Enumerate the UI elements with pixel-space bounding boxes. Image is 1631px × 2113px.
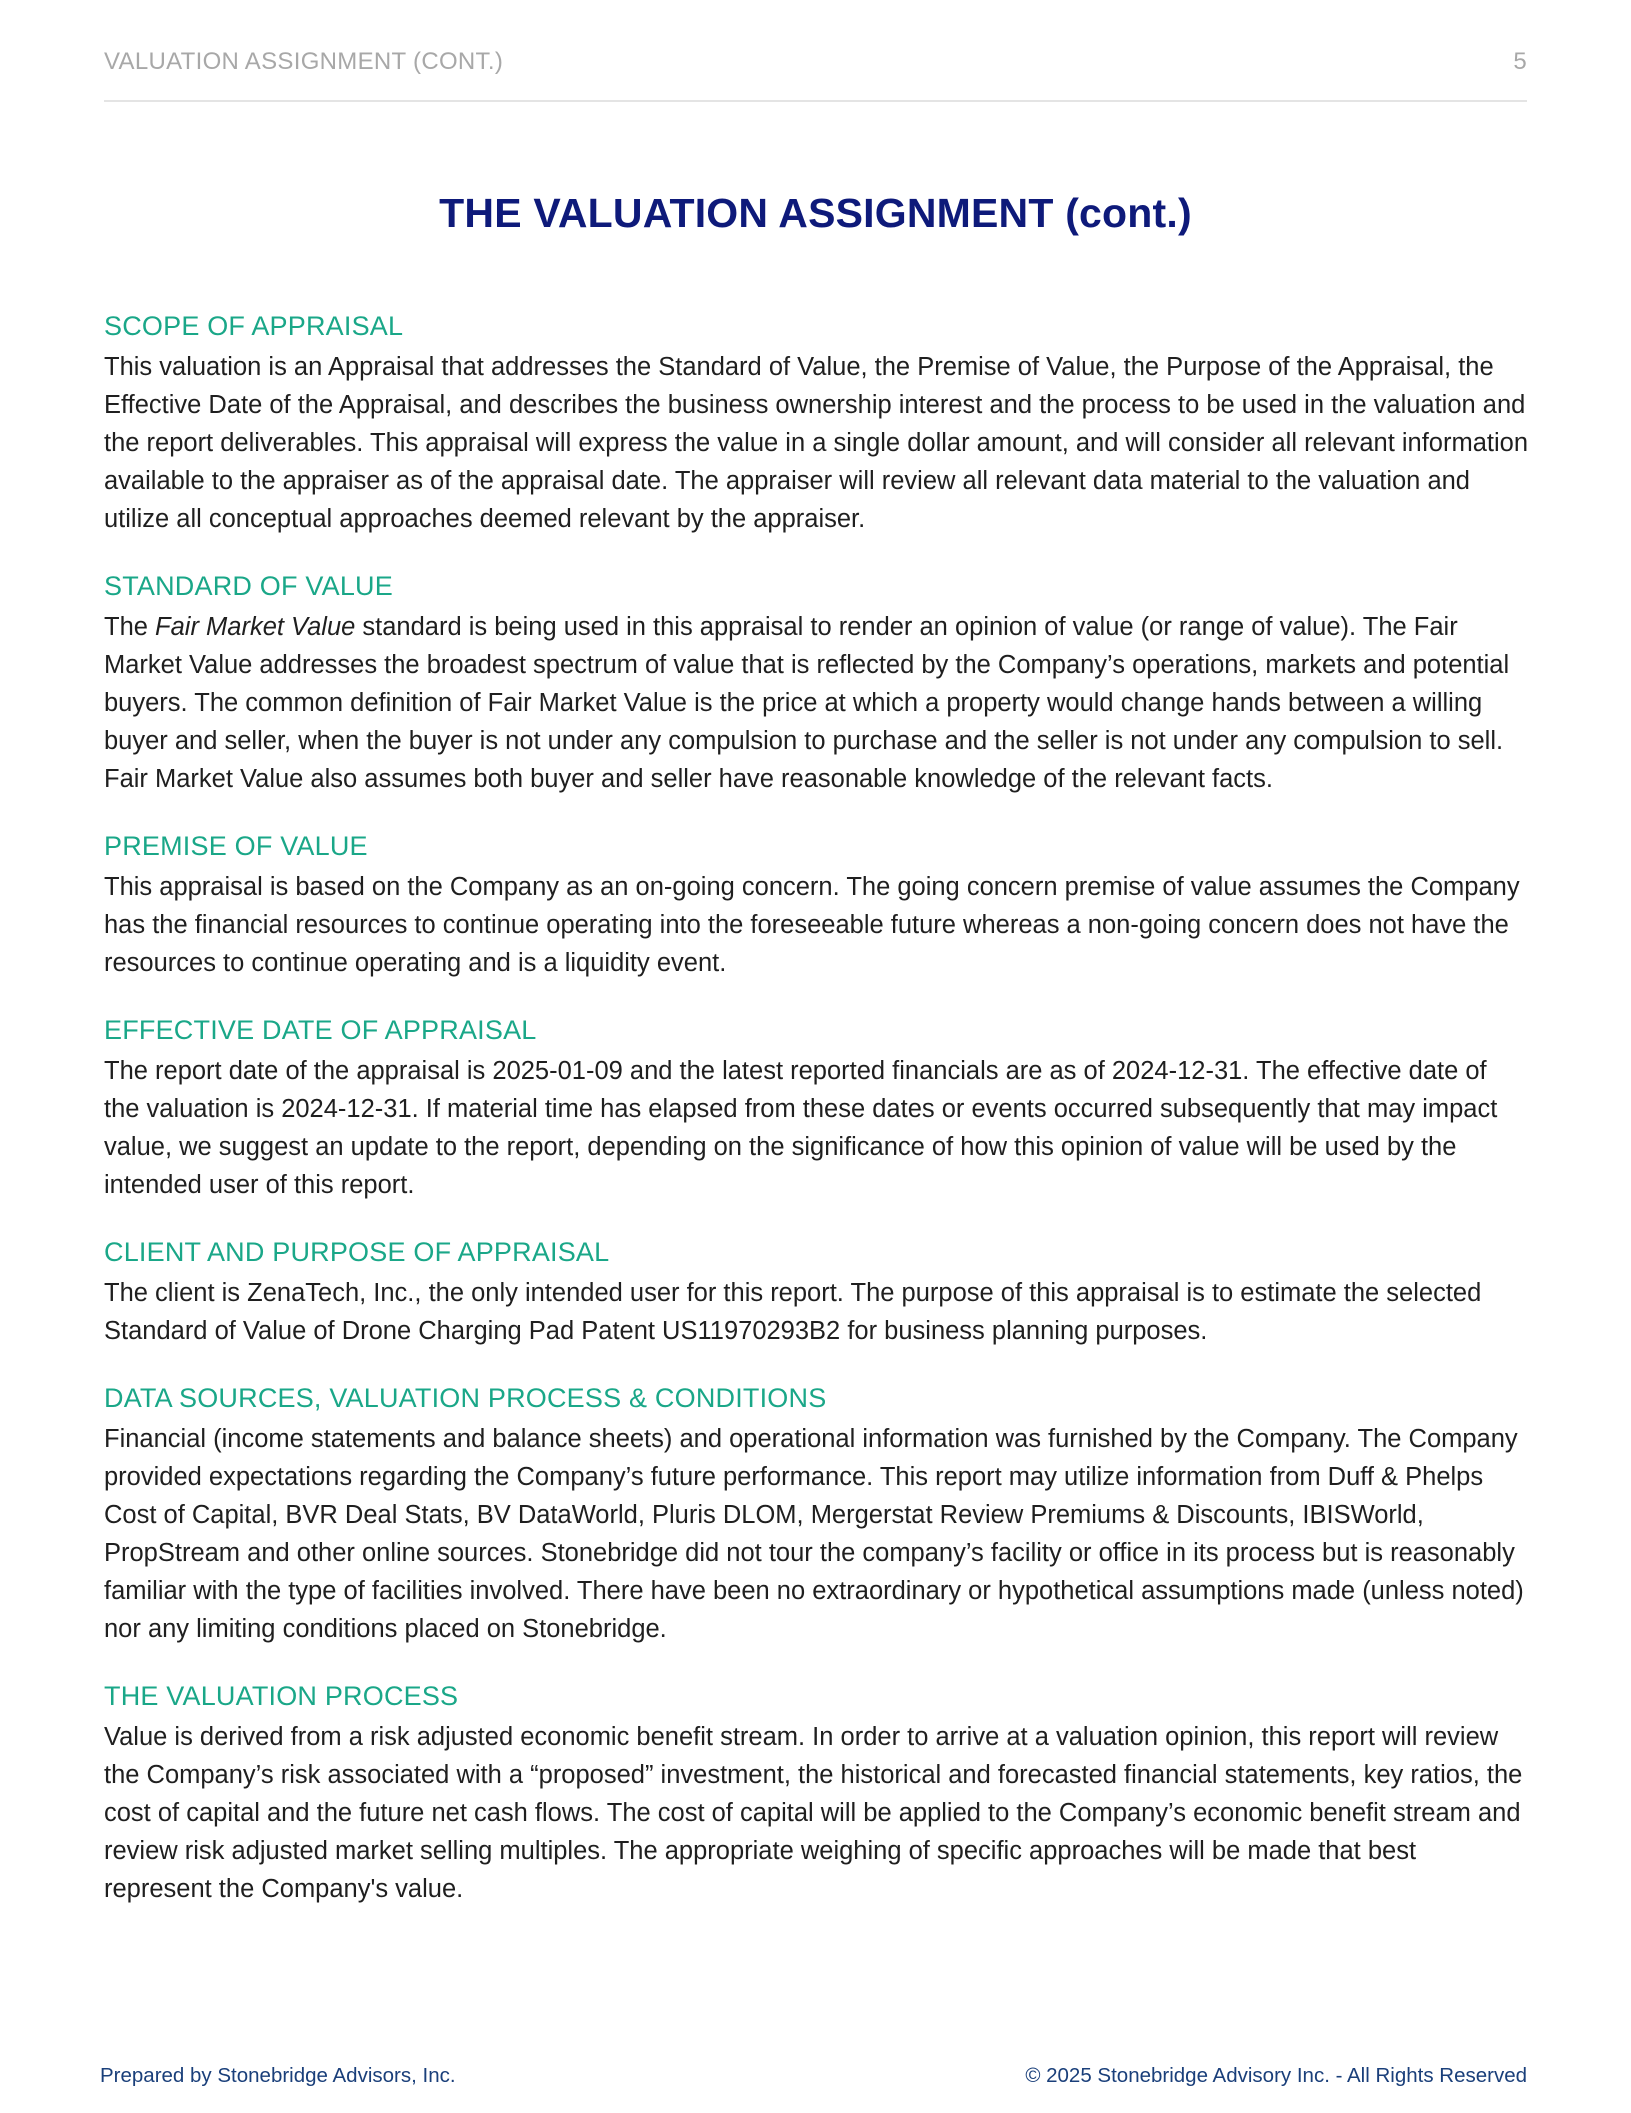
section-body: The report date of the appraisal is 2025-01-09 and the latest reported financials are as of 2024-12-31. The effective date of the valuation is 2024-12-31. If material time has elapsed from these dates or events occurred subsequently that may impact value, we suggest an update to the report, depending on the significance of how this opinion of value will be used by the intended user of this report. bbox=[104, 1057, 1498, 1199]
section-heading: THE VALUATION PROCESS bbox=[104, 1681, 459, 1711]
section-standard-of-value bbox=[104, 568, 1528, 798]
section-body: This valuation is an Appraisal that addresses the Standard of Value, the Premise of Value, the Purpose of the Appraisal, the Effective Date of the Appraisal, and describes the business ownership interest and the process to be used in the valuation and the report deliverables. This appraisal will express the value in a single dollar amount, and will consider all relevant information available to the appraiser as of the appraisal date. The appraiser will review all relevant data material to the valuation and utilize all conceptual approaches deemed relevant by the appraiser. bbox=[104, 353, 1529, 533]
section-effective-date bbox=[104, 1012, 1528, 1204]
running-title: VALUATION ASSIGNMENT (CONT.) bbox=[104, 48, 504, 75]
section-premise-of-value bbox=[104, 828, 1528, 982]
section-heading: PREMISE OF VALUE bbox=[104, 831, 368, 861]
section-valuation-process bbox=[104, 1678, 1528, 1908]
section-heading: CLIENT AND PURPOSE OF APPRAISAL bbox=[104, 1237, 610, 1267]
section-body bbox=[104, 608, 1528, 798]
section-body: Financial (income statements and balance sheets) and operational information was furnished by the Company. The Company provided expectations regarding the Company’s future performance. This report may utilize information from Duff & Phelps Cost of Capital, BVR Deal Stats, BV DataWorld, Pluris DLOM, Mergerstat Review Premiums & Discounts, IBISWorld, PropStream and other online sources. Stonebridge did not tour the company’s facility or office in its process but is reasonably familiar with the type of facilities involved. There have been no extraordinary or hypothetical assumptions made (unless noted) nor any limiting conditions placed on Stonebridge. bbox=[104, 1425, 1524, 1643]
section-body: The client is ZenaTech, Inc., the only intended user for this report. The purpose of this appraisal is to estimate the selected Standard of Value of Drone Charging Pad Patent US11970293B2 for business planning purposes. bbox=[104, 1279, 1482, 1345]
section-heading: SCOPE OF APPRAISAL bbox=[104, 311, 404, 341]
running-header bbox=[104, 46, 1527, 102]
body-prefix: The bbox=[104, 613, 156, 641]
section-heading: DATA SOURCES, VALUATION PROCESS & CONDITIONS bbox=[104, 1383, 827, 1413]
footer-prepared-by: Prepared by Stonebridge Advisors, Inc. bbox=[100, 2064, 456, 2087]
section-client-and-purpose bbox=[104, 1234, 1528, 1350]
page-title: THE VALUATION ASSIGNMENT (cont.) bbox=[439, 190, 1192, 236]
section-body: Value is derived from a risk adjusted economic benefit stream. In order to arrive at a valuation opinion, this report will review the Company’s risk associated with a “proposed” investment, the historical and forecasted financial statements, key ratios, the cost of capital and the future net cash flows. The cost of capital will be applied to the Company’s economic benefit stream and review risk adjusted market selling multiples. The appropriate weighing of specific approaches will be made that best represent the Company's value. bbox=[104, 1723, 1523, 1903]
page-number: 5 bbox=[1513, 48, 1527, 75]
section-body: This appraisal is based on the Company as an on-going concern. The going concern premise of value assumes the Company has the financial resources to continue operating into the foreseeable future whereas a non-going concern does not have the resources to continue operating and is a liquidity event. bbox=[104, 873, 1520, 977]
footer-copyright: © 2025 Stonebridge Advisory Inc. - All Rights Reserved bbox=[1025, 2064, 1527, 2087]
main-content bbox=[104, 308, 1528, 1938]
section-heading: EFFECTIVE DATE OF APPRAISAL bbox=[104, 1015, 537, 1045]
section-data-sources bbox=[104, 1380, 1528, 1648]
body-rest: standard is being used in this appraisal to render an opinion of value (or range of value). The Fair Market Value addresses the broadest spectrum of value that is reflected by the Company’s operations, markets and potential buyers. The common definition of Fair Market Value is the price at which a property would change hands between a willing buyer and seller, when the buyer is not under any compulsion to purchase and the seller is not under any compulsion to sell. Fair Market Value also assumes both buyer and seller have reasonable knowledge of the relevant facts. bbox=[104, 613, 1510, 793]
section-scope-of-appraisal bbox=[104, 308, 1528, 538]
section-heading: STANDARD OF VALUE bbox=[104, 571, 393, 601]
fair-market-value-emphasis: Fair Market Value bbox=[155, 613, 356, 641]
